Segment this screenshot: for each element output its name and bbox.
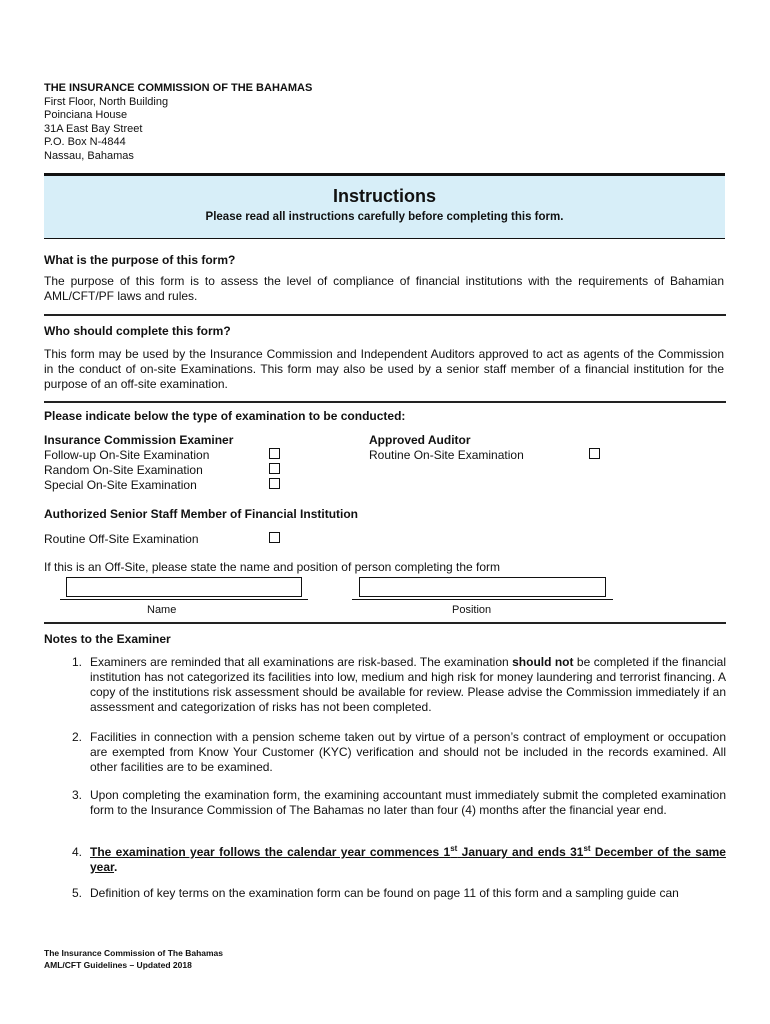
name-caption: Name <box>147 604 177 616</box>
note-text: Facilities in connection with a pension scheme taken out by virtue of a person’s contract of employment or occupation are exempted from Know Your Customer (KYC) verification and should not be included in the records examined. All other facilities are to be examined. <box>90 730 726 774</box>
section-divider <box>44 622 726 624</box>
note-number: 4. <box>71 845 82 859</box>
address-line: First Floor, North Building <box>44 95 169 108</box>
notes-heading: Notes to the Examiner <box>44 632 171 646</box>
organization-name: THE INSURANCE COMMISSION OF THE BAHAMAS <box>44 82 313 94</box>
approved-auditor-heading: Approved Auditor <box>369 433 471 447</box>
routine-onsite-label: Routine On-Site Examination <box>369 448 524 462</box>
instructions-banner <box>44 173 725 239</box>
note-text: January and ends 31 <box>457 845 584 859</box>
banner-subtitle: Please read all instructions carefully before completing this form. <box>205 211 564 223</box>
footer-line: The Insurance Commission of The Bahamas <box>44 948 224 958</box>
address-block <box>44 82 312 163</box>
note-text: Definition of key terms on the examination form can be found on page 11 of this form and a sampling guide can <box>90 886 679 900</box>
purpose-answer: The purpose of this form is to assess the level of compliance of financial institutions with the requirements of Bahamian AML/CFT/PF laws and rules. <box>44 274 724 303</box>
senior-staff-heading: Authorized Senior Staff Member of Financial Institution <box>44 507 359 521</box>
address-line: 31A East Bay Street <box>44 122 143 135</box>
who-question: Who should complete this form? <box>44 324 231 338</box>
section-divider <box>44 314 726 316</box>
note-emphasis: should not <box>512 655 574 669</box>
banner-title: Instructions <box>332 186 436 206</box>
routine-offsite-checkbox[interactable] <box>269 532 280 543</box>
special-onsite-checkbox[interactable] <box>269 478 280 489</box>
note-text: be completed if the financial institution has not categorized its facilities into low, medium and high risk for money laundering and terrorist financing. A copy of the institutions risk assessment should be available for review. Please advise the Commission immediately if an assessment and categorization of risks has not been completed. <box>90 655 726 714</box>
page-footer <box>44 947 223 971</box>
address-line: P.O. Box N-4844 <box>44 136 126 148</box>
note-number: 5. <box>71 886 82 900</box>
position-field[interactable] <box>359 577 606 597</box>
note-number: 3. <box>71 788 82 802</box>
note-text: December of the same year <box>90 845 726 874</box>
position-caption: Position <box>452 604 492 616</box>
ordinal-suffix: st <box>450 844 458 853</box>
ic-examiner-heading: Insurance Commission Examiner <box>44 433 234 447</box>
exam-type-heading: Please indicate below the type of examination to be conducted: <box>44 409 406 423</box>
position-underline <box>352 599 613 600</box>
note-period: . <box>114 860 118 874</box>
address-line: Poinciana House <box>44 109 128 121</box>
note-number: 1. <box>71 655 82 669</box>
note-item <box>66 845 726 875</box>
follow-up-onsite-label: Follow-up On-Site Examination <box>44 448 210 462</box>
note-item <box>66 788 726 818</box>
note-item <box>66 886 726 901</box>
note-text: The examination year follows the calendar year commences 1 <box>90 845 451 859</box>
footer-line: AML/CFT Guidelines – Updated 2018 <box>44 960 192 970</box>
name-field[interactable] <box>66 577 302 597</box>
note-number: 2. <box>71 730 82 744</box>
note-text: Examiners are reminded that all examinations are risk-based. The examination <box>90 655 513 669</box>
random-onsite-label: Random On-Site Examination <box>44 463 203 477</box>
who-answer: This form may be used by the Insurance Commission and Independent Auditors approved to act as agents of the Commission in the conduct of on-site Examinations. This form may also be used by a senior staff member of a financial institution for the purpose of an off-site examination. <box>44 347 724 391</box>
offsite-prompt: If this is an Off-Site, please state the name and position of person completing the form <box>44 560 501 574</box>
random-onsite-checkbox[interactable] <box>269 463 280 474</box>
special-onsite-label: Special On-Site Examination <box>44 478 197 492</box>
follow-up-onsite-checkbox[interactable] <box>269 448 280 459</box>
ordinal-suffix: st <box>583 844 591 853</box>
name-underline <box>60 599 308 600</box>
note-text: Upon completing the examination form, the examining accountant must immediately submit the completed examination form to the Insurance Commission of The Bahamas no later than four (4) months after the financial year end. <box>90 788 726 817</box>
section-divider <box>44 401 726 403</box>
routine-offsite-label: Routine Off-Site Examination <box>44 532 199 546</box>
note-item <box>66 730 726 775</box>
address-line: Nassau, Bahamas <box>44 149 134 162</box>
routine-onsite-checkbox[interactable] <box>589 448 600 459</box>
purpose-question: What is the purpose of this form? <box>44 253 236 267</box>
note-item <box>66 655 726 715</box>
